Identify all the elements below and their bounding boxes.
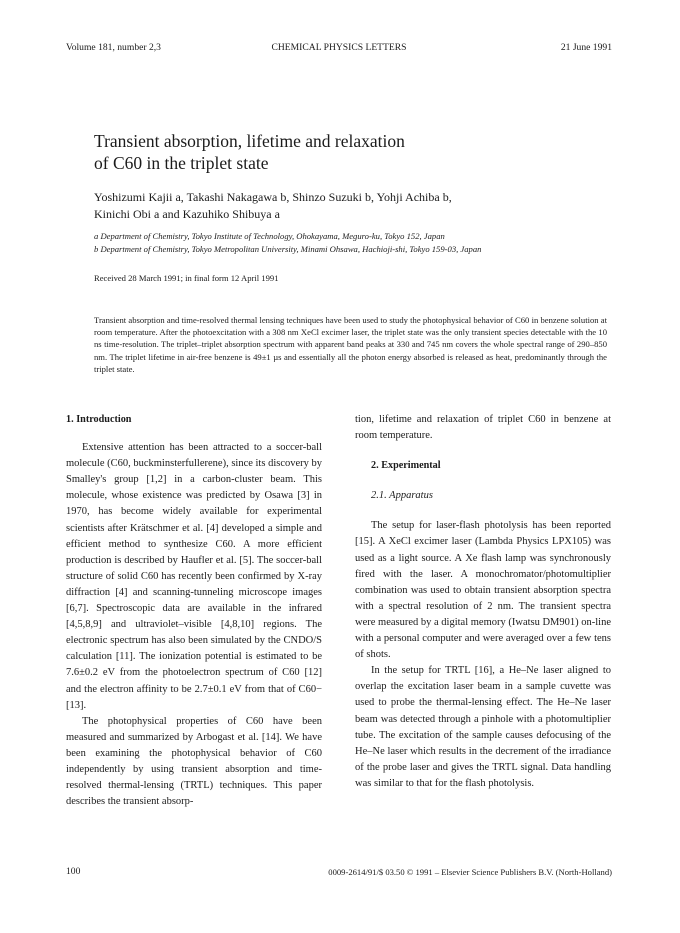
- section-heading-experimental: 2. Experimental: [371, 460, 441, 472]
- issue-date: 21 June 1991: [560, 42, 612, 53]
- authors-line-1: Yoshizumi Kajii a, Takashi Nakagawa b, Shinzo Suzuki b, Yohji Achiba b,: [94, 190, 452, 204]
- section-heading-introduction: 1. Introduction: [66, 414, 132, 425]
- journal-name: CHEMICAL PHYSICS LETTERS: [271, 42, 407, 53]
- apparatus-paragraph-1: The setup for laser-flash photolysis has been reported [15]. A XeCl excimer laser (Lambda Physics LPX105) was used as a light source. A Xe flash lamp was synchronously fired with the laser. A monochromator/photomultiplier combination was used to obtain transient absorption spectra with a spectral resolution of 2 nm. The transient spectra were measured by a digital memory (Iwatsu DM901) on-line with a personal computer and were averaged over a few tens of shots.: [355, 520, 612, 661]
- copyright-line: 0009-2614/91/$ 03.50 © 1991 – Elsevier Science Publishers B.V. (North-Holland): [328, 867, 612, 877]
- subsection-heading-apparatus: 2.1. Apparatus: [371, 490, 433, 502]
- paper-title: [94, 130, 574, 174]
- apparatus-paragraph-2: In the setup for TRTL [16], a He–Ne laser aligned to overlap the excitation laser beam in a sample cuvette was used to probe the thermal-lensing effect. The He–Ne laser beam was detected through a pinhole with a photomultiplier tube. The excitation of the sample causes defocusing of the He–Ne laser which results in the decrement of the irradiance of the probe laser and gives the TRTL signal. Data handling was similar to that for the flash photolysis.: [355, 665, 611, 789]
- affiliation-a: a Department of Chemistry, Tokyo Institute of Technology, Ohokayama, Meguro-ku, Tokyo 152, Japan: [94, 231, 445, 241]
- author-list: [94, 189, 574, 223]
- affiliation-b: b Department of Chemistry, Tokyo Metropolitan University, Minami Ohsawa, Hachioji-shi, Tokyo 159-03, Japan: [94, 244, 482, 254]
- affiliations: [94, 230, 594, 256]
- left-column: [66, 412, 322, 810]
- received-dates: Received 28 March 1991; in final form 12 April 1991: [94, 273, 279, 283]
- introduction-continuation: tion, lifetime and relaxation of triplet C60 in benzene at room temperature.: [355, 414, 611, 442]
- title-line-1: Transient absorption, lifetime and relaxation: [94, 131, 405, 151]
- authors-line-2: Kinichi Obi a and Kazuhiko Shibuya a: [94, 207, 280, 221]
- introduction-paragraph-1: Extensive attention has been attracted to a soccer-ball molecule (C60, buckminsterfullerene), since its discovery by Smalley's group [1,2] in a carbon-cluster beam. This molecule, whose existence was predicted by Osawa [3] in 1970, has become widely available for experimental scientists after Krätschmer et al. [4] developed a simple and efficient method to synthesize C60. A more efficient production is described by Haufler et al. [5]. The soccer-ball structure of solid C60 has recently been confirmed by X-ray diffraction [4] and scanning-tunneling microscope images [6,7]. Spectroscopic data are available in the infrared [4,5,8,9] and ultraviolet–visible [4,8,10] regions. The electronic spectrum has also been simulated by the CNDO/S calculation [11]. The ionization potential is estimated to be 7.6±0.2 eV from the photoelectron spectrum of C60 [12] and the electron affinity to be 2.7±0.1 eV from that of C60− [13].: [66, 442, 323, 711]
- right-column: [355, 412, 611, 792]
- volume-info: Volume 181, number 2,3: [66, 42, 161, 53]
- introduction-paragraph-2: The photophysical properties of C60 have been measured and summarized by Arbogast et al. [14]. We have been examining the photophysical behavior of C60 independently by using transient absorption and time-resolved thermal-lensing (TRTL) techniques. This paper describes the transient absorp-: [66, 715, 322, 808]
- abstract: Transient absorption and time-resolved thermal lensing techniques have been used to study the photophysical behavior of C60 in benzene solution at room temperature. After the photoexcitation with a 308 nm XeCl excimer laser, the triplet state was the only transient species detectable with the 10 ns time-resolution. The triplet–triplet absorption spectrum with apparent band peaks at 330 and 745 nm covers the whole spectral range of 290–850 nm. The triplet lifetime in air-free benzene is 49±1 µs and essentially all the photon energy absorbed is released as heat, predominantly through the triplet state.: [94, 315, 607, 374]
- page-number: 100: [66, 866, 81, 877]
- title-line-2: of C60 in the triplet state: [94, 153, 269, 173]
